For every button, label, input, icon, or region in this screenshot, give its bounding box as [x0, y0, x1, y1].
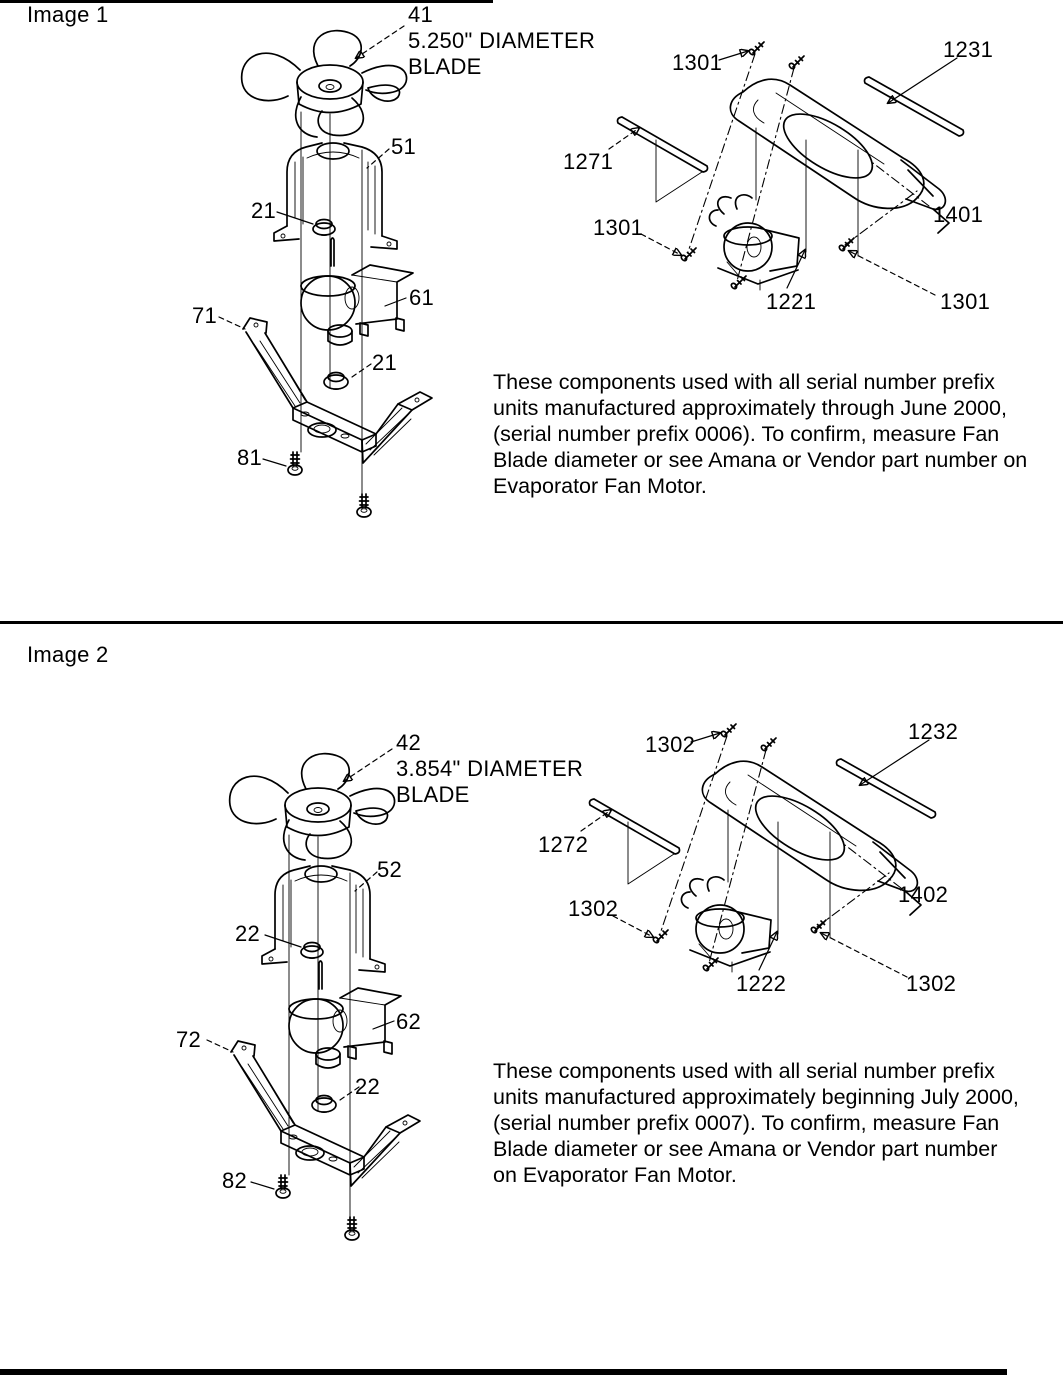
image2-note-line2: units manufactured approximately beginning July 2000, — [493, 1085, 1019, 1109]
image1-note-line3: (serial number prefix 0006). To confirm, measure Fan — [493, 422, 1000, 446]
image1-note-line5: Evaporator Fan Motor. — [493, 474, 707, 498]
fan-blade-spec-line2-2: BLADE — [396, 782, 470, 807]
part-label-screw-top-1: 1301 — [672, 50, 723, 75]
part-label-screw-top-2: 1302 — [645, 732, 696, 757]
section-divider-rule — [0, 621, 1063, 624]
part-label-top-grommet-1: 21 — [251, 198, 277, 223]
part-label-motor-assembly-1: 1221 — [766, 289, 817, 314]
part-label-screw-bottom-2: 1302 — [906, 971, 957, 996]
part-label-rod-left-2: 1272 — [538, 832, 589, 857]
image1-note — [493, 369, 1027, 499]
fan-blade-spec-line1-2: 3.854" DIAMETER — [396, 756, 584, 781]
part-label-top-grommet-2: 22 — [235, 921, 261, 946]
fan-blade-spec-line2-1: BLADE — [408, 54, 482, 79]
part-label-screw-mid-1: 1301 — [593, 215, 644, 240]
part-label-mount-bracket-1: 71 — [192, 303, 218, 328]
part-label-screw-mid-2: 1302 — [568, 896, 619, 921]
shroud-exploded-drawing-image1 — [609, 42, 964, 295]
page-bottom-rule — [0, 1369, 1007, 1375]
image2-note-line5: on Evaporator Fan Motor. — [493, 1163, 737, 1187]
part-label-screw-bottom-1: 1301 — [940, 289, 991, 314]
part-label-top-bracket-2: 52 — [377, 857, 403, 882]
fan-motor-assembly-drawing-image2 — [207, 749, 420, 1240]
image2-note — [493, 1058, 1019, 1188]
part-label-screw-1: 81 — [237, 445, 263, 470]
part-label-fan-blade-1: 41 — [408, 2, 434, 27]
part-label-rod-left-1: 1271 — [563, 149, 614, 174]
part-label-top-bracket-1: 51 — [391, 134, 417, 159]
fan-motor-assembly-drawing-image1 — [219, 26, 435, 517]
part-label-motor-assembly-2: 1222 — [736, 971, 787, 996]
image1-section-title: Image 1 — [27, 2, 109, 27]
part-label-rod-right-2: 1232 — [908, 719, 959, 744]
image2-note-line4: Blade diameter or see Amana or Vendor part number — [493, 1137, 998, 1161]
shroud-exploded-drawing-image2 — [581, 724, 936, 977]
fan-blade-spec-line1-1: 5.250" DIAMETER — [408, 28, 596, 53]
part-label-bottom-grommet-1: 21 — [372, 350, 398, 375]
part-label-fan-blade-2: 42 — [396, 730, 422, 755]
image1-note-line4: Blade diameter or see Amana or Vendor part number on — [493, 448, 1028, 472]
image2-section-title: Image 2 — [27, 642, 109, 667]
part-label-bottom-grommet-2: 22 — [355, 1074, 381, 1099]
part-label-mount-bracket-2: 72 — [176, 1027, 202, 1052]
image2-note-line3: (serial number prefix 0007). To confirm, measure Fan — [493, 1111, 1000, 1135]
part-label-shroud-bracket-2: 1402 — [898, 882, 949, 907]
image1-note-line2: units manufactured approximately through June 2000, — [493, 396, 1007, 420]
image2-note-line1: These components used with all serial number prefix — [493, 1059, 995, 1083]
part-label-rod-right-1: 1231 — [943, 37, 994, 62]
part-label-screw-2: 82 — [222, 1168, 248, 1193]
part-label-shroud-bracket-1: 1401 — [933, 202, 984, 227]
part-label-motor-2: 62 — [396, 1009, 422, 1034]
image1-note-line1: These components used with all serial number prefix — [493, 370, 995, 394]
part-label-motor-1: 61 — [409, 285, 435, 310]
